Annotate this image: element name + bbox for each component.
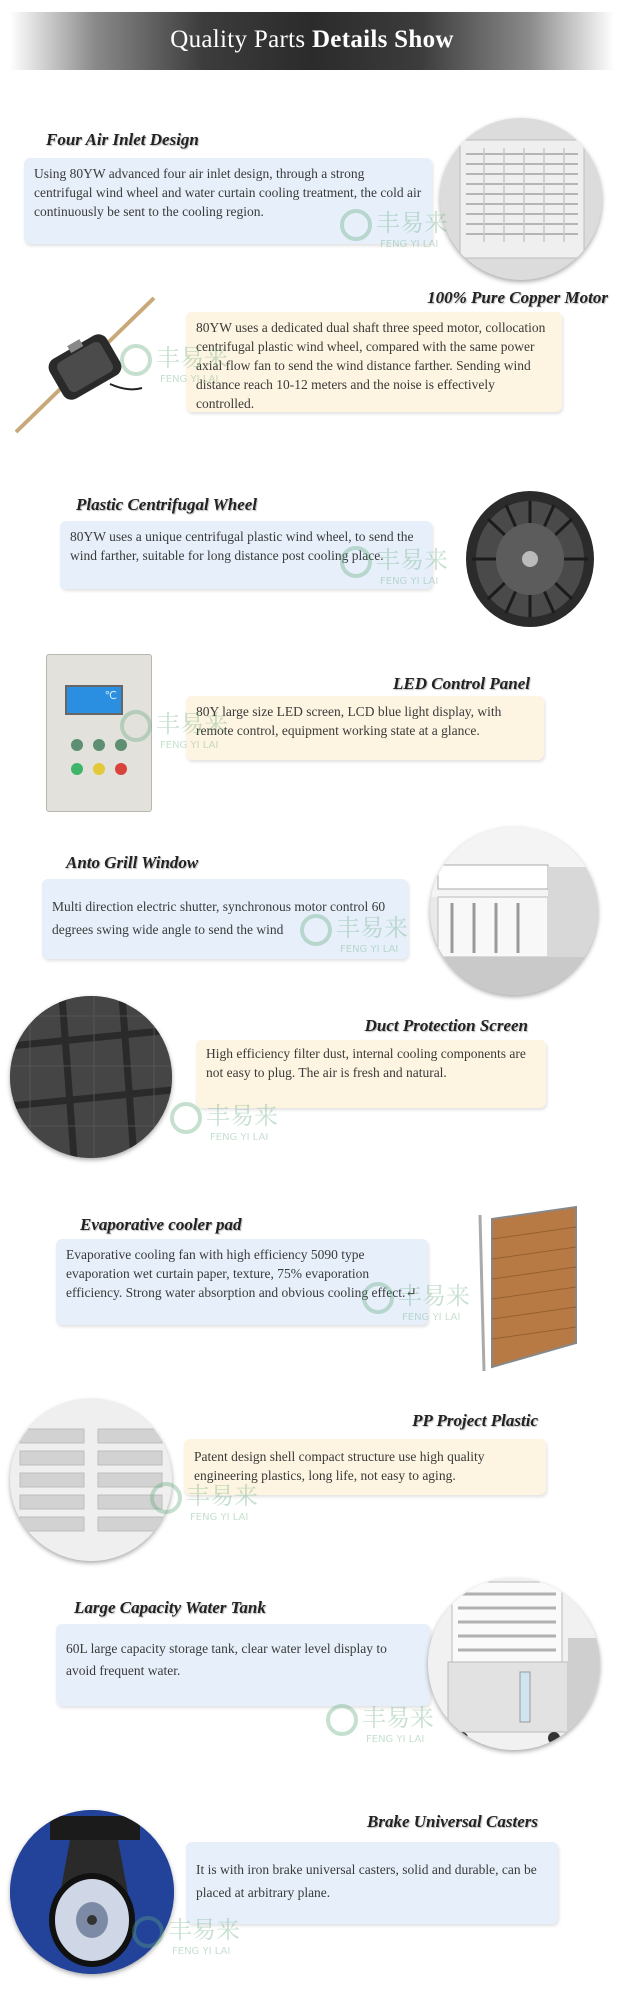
water-tank-photo <box>428 1578 600 1750</box>
svg-text:FENG YI LAI: FENG YI LAI <box>172 1946 231 1957</box>
control-panel-photo <box>46 654 152 812</box>
section-centrifugal-wheel <box>0 485 624 645</box>
lcd-display: ℃ <box>65 685 123 715</box>
panel-button <box>93 739 105 751</box>
section-text: It is with iron brake universal casters, solid and durable, can be placed at arbitrary plane. <box>186 1842 558 1924</box>
section-text: Evaporative cooling fan with high efficiency 5090 type evaporation wet curtain paper, texture, 75% evaporation efficiency. Strong water absorption and obvious cooling effect.↵ <box>56 1239 428 1325</box>
svg-text:FENG YI LAI: FENG YI LAI <box>380 576 439 587</box>
section-duct-screen <box>0 990 624 1175</box>
svg-text:丰易来: 丰易来 <box>362 1704 434 1732</box>
section-text: High efficiency filter dust, internal cooling components are not easy to plug. The air is fresh and natural. <box>196 1040 546 1108</box>
section-cooler-pad <box>0 1205 624 1385</box>
title-banner <box>10 12 614 70</box>
section-grill-window <box>0 825 624 985</box>
grill-window-photo <box>430 827 598 995</box>
svg-text:丰易来: 丰易来 <box>336 914 408 942</box>
svg-text:FENG YI LAI: FENG YI LAI <box>380 239 439 250</box>
panel-button <box>93 763 105 775</box>
section-heading: LED Control Panel <box>393 674 530 693</box>
svg-text:丰易来: 丰易来 <box>186 1482 258 1510</box>
section-text: 80YW uses a dedicated dual shaft three speed motor, collocation centrifugal plastic wind wheel, compared with the same power axial flow fan to send the wind distance farther. Sending wind distance reach 10-12 meters and the noise is effectively controlled. <box>186 312 562 412</box>
banner-title <box>10 26 614 54</box>
section-heading: Evaporative cooler pad <box>80 1215 242 1234</box>
section-heading: Four Air Inlet Design <box>46 130 199 149</box>
section-heading: Duct Protection Screen <box>364 1016 528 1035</box>
section-copper-motor <box>0 290 624 440</box>
svg-text:丰易来: 丰易来 <box>156 344 228 372</box>
section-text: 80YW uses a unique centrifugal plastic wind wheel, to send the wind farther, suitable for long distance post cooling place. <box>60 521 432 589</box>
banner-title-bold: Details Show <box>311 26 454 53</box>
section-heading: Anto Grill Window <box>66 853 199 872</box>
svg-text:FENG YI LAI: FENG YI LAI <box>402 1312 461 1323</box>
power-button <box>115 763 127 775</box>
section-heading: Brake Universal Casters <box>367 1812 538 1831</box>
duct-screen-photo <box>10 996 172 1158</box>
section-text: 80Y large size LED screen, LCD blue light display, with remote control, equipment working state at a glance. <box>186 696 544 760</box>
section-casters <box>0 1800 624 2000</box>
svg-text:FENG YI LAI: FENG YI LAI <box>160 740 219 751</box>
section-heading: PP Project Plastic <box>412 1411 538 1430</box>
svg-text:丰易来: 丰易来 <box>156 710 228 738</box>
svg-text:FENG YI LAI: FENG YI LAI <box>160 374 219 385</box>
section-heading: Large Capacity Water Tank <box>74 1598 266 1617</box>
svg-text:丰易来: 丰易来 <box>376 209 448 237</box>
section-text: Multi direction electric shutter, synchronous motor control 60 degrees swing wide angle to send the wind <box>42 879 408 959</box>
section-text: 60L large capacity storage tank, clear water level display to avoid frequent water. <box>56 1624 430 1706</box>
panel-button <box>71 739 83 751</box>
wheel-photo <box>460 485 600 631</box>
pp-plastic-photo <box>10 1399 172 1561</box>
section-text: Using 80YW advanced four air inlet design, through a strong centrifugal wind wheel and water curtain cooling treatment, the cold air continuously be sent to the cooling region. <box>24 158 432 244</box>
svg-text:丰易来: 丰易来 <box>376 546 448 574</box>
motor-photo <box>10 292 160 438</box>
svg-text:FENG YI LAI: FENG YI LAI <box>366 1734 425 1745</box>
section-heading: 100% Pure Copper Motor <box>427 288 608 307</box>
air-inlet-photo <box>440 118 602 280</box>
section-heading: Plastic Centrifugal Wheel <box>76 495 258 514</box>
panel-button <box>71 763 83 775</box>
section-air-inlet <box>0 108 624 278</box>
svg-text:丰易来: 丰易来 <box>398 1282 470 1310</box>
casters-photo <box>10 1810 174 1974</box>
banner-title-light: Quality Parts <box>170 26 306 53</box>
section-text: Patent design shell compact structure use high quality engineering plastics, long life, not easy to aging. <box>184 1439 546 1495</box>
svg-text:丰易来: 丰易来 <box>206 1102 278 1130</box>
cooler-pad-photo <box>470 1195 586 1375</box>
section-water-tank <box>0 1578 624 1748</box>
panel-button <box>115 739 127 751</box>
section-led-panel <box>0 650 624 820</box>
svg-text:FENG YI LAI: FENG YI LAI <box>190 1512 249 1523</box>
svg-text:丰易来: 丰易来 <box>168 1916 240 1944</box>
section-pp-plastic <box>0 1395 624 1565</box>
svg-text:FENG YI LAI: FENG YI LAI <box>210 1132 269 1143</box>
svg-text:FENG YI LAI: FENG YI LAI <box>340 944 399 955</box>
